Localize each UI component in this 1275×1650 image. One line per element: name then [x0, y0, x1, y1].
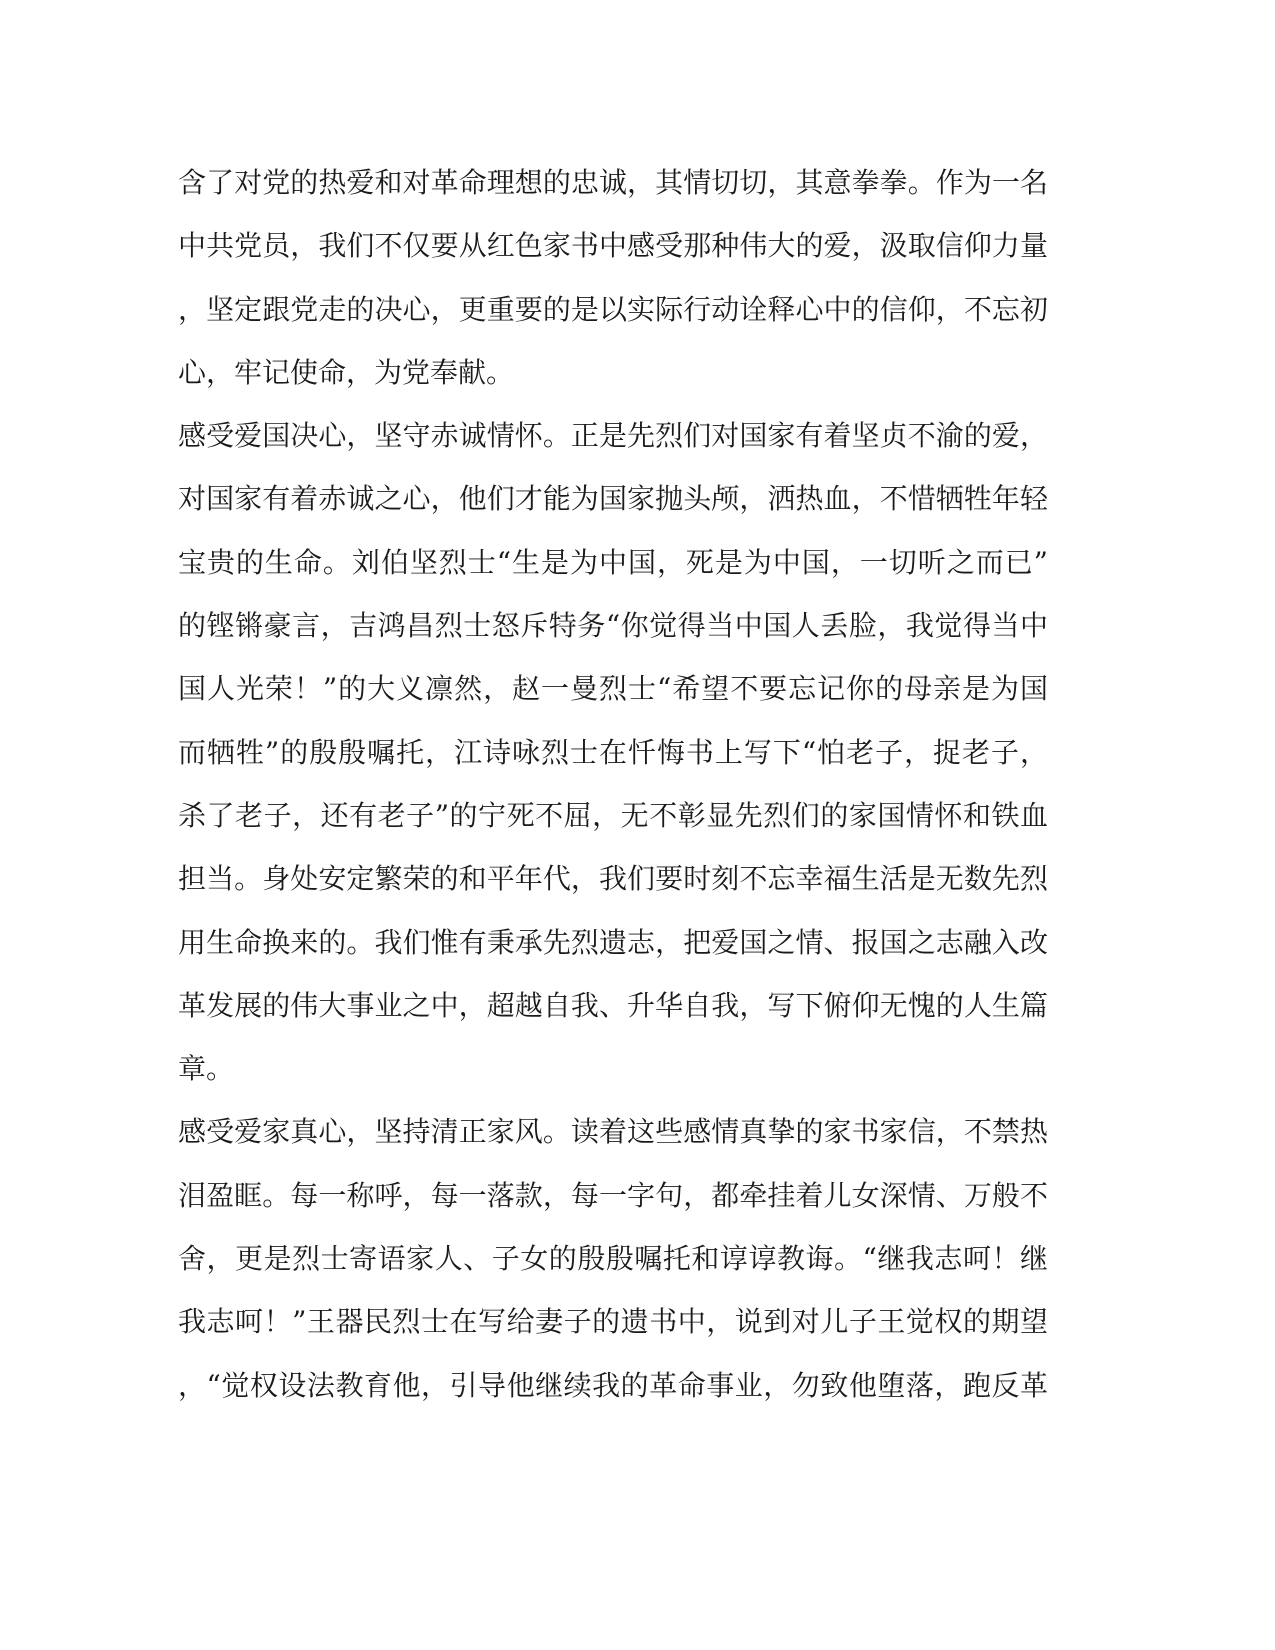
body-text	[178, 151, 1048, 1417]
text-line: 国人光荣！”的大义凛然，赵一曼烈士“希望不要忘记你的母亲是为国	[178, 672, 1048, 706]
text-line: 感受爱国决心，坚守赤诚情怀。正是先烈们对国家有着坚贞不渝的爱，	[178, 419, 1048, 453]
text-line: 宝贵的生命。刘伯坚烈士“生是为中国，死是为中国，一切听之而已”	[178, 545, 1048, 579]
text-line: 心，牢记使命，为党奉献。	[178, 355, 515, 389]
text-line: 含了对党的热爱和对革命理想的忠诚，其情切切，其意拳拳。作为一名	[178, 166, 1048, 199]
text-line: 革发展的伟大事业之中，超越自我、升华自我，写下俯仰无愧的人生篇	[178, 988, 1048, 1022]
text-line: 杀了老子，还有老子”的宁死不屈，无不彰显先烈们的家国情怀和铁血	[178, 798, 1048, 832]
text-line: 我志呵！”王器民烈士在写给妻子的遗书中，说到对儿子王觉权的期望	[178, 1305, 1048, 1339]
text-line: 担当。身处安定繁荣的和平年代，我们要时刻不忘幸福生活是无数先烈	[178, 862, 1048, 896]
text-line: 对国家有着赤诚之心，他们才能为国家抛头颅，洒热血，不惜牺牲年轻	[178, 482, 1048, 516]
text-line: 的铿锵豪言，吉鸿昌烈士怒斥特务“你觉得当中国人丢脸，我觉得当中	[178, 609, 1048, 643]
text-line: 中共党员，我们不仅要从红色家书中感受那种伟大的爱，汲取信仰力量	[178, 229, 1048, 263]
text-line: ，坚定跟党走的决心，更重要的是以实际行动诠释心中的信仰，不忘初	[178, 292, 1048, 326]
text-line: 用生命换来的。我们惟有秉承先烈遗志，把爱国之情、报国之志融入改	[178, 925, 1048, 959]
text-line: 而牺牲”的殷殷嘱托，江诗咏烈士在忏悔书上写下“怕老子，捉老子，	[178, 735, 1048, 769]
text-line: ，“觉权设法教育他，引导他继续我的革命事业，勿致他堕落，跑反革	[178, 1368, 1048, 1402]
text-line: 章。	[178, 1052, 235, 1086]
text-line: 舍，更是烈士寄语家人、子女的殷殷嘱托和谆谆教诲。“继我志呵！继	[178, 1242, 1048, 1276]
text-line: 泪盈眶。每一称呼，每一落款，每一字句，都牵挂着儿女深情、万般不	[178, 1178, 1048, 1212]
text-line: 感受爱家真心，坚持清正家风。读着这些感情真挚的家书家信，不禁热	[178, 1115, 1048, 1149]
